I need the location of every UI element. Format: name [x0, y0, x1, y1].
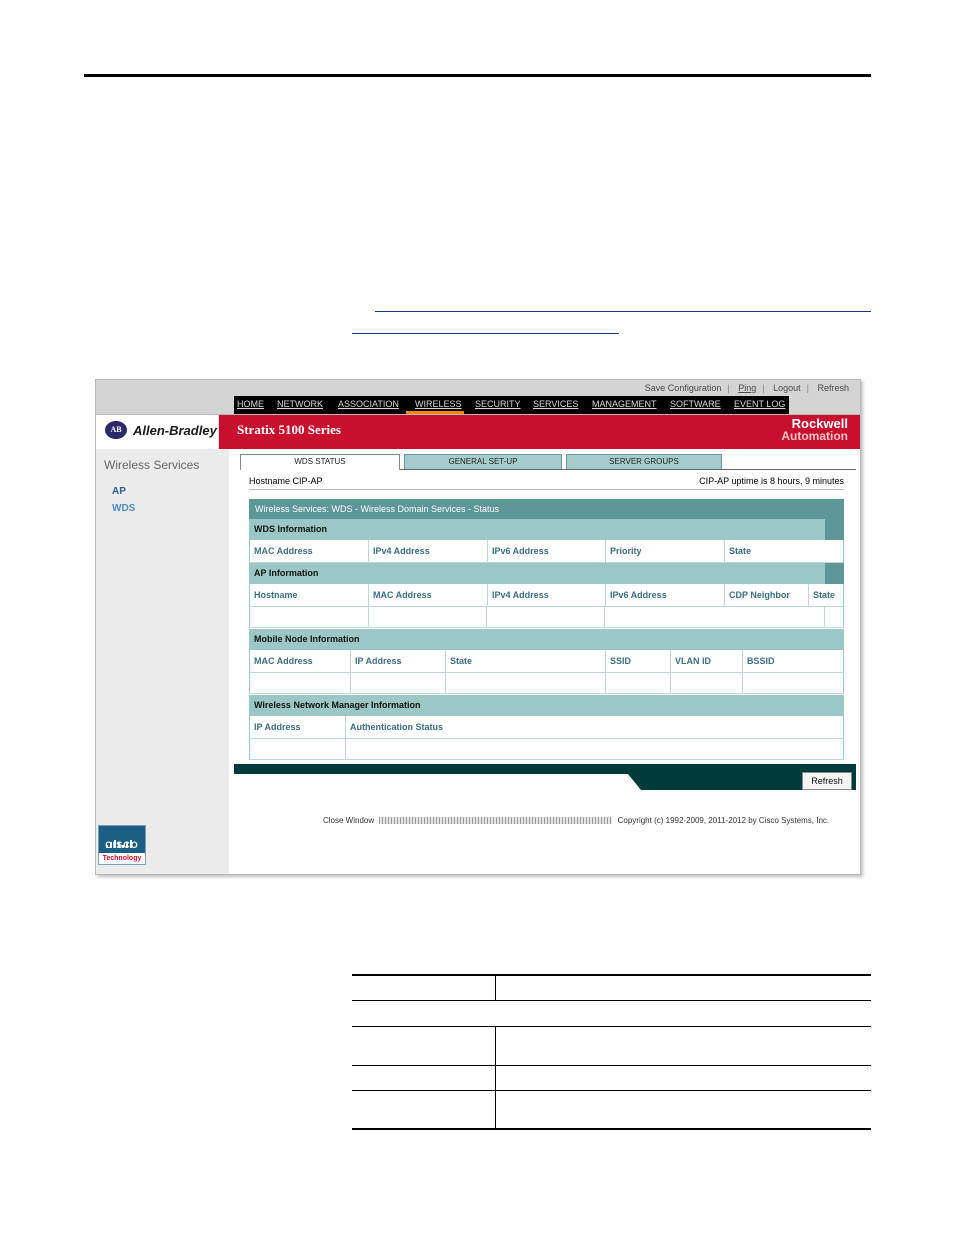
table-rule	[352, 1065, 871, 1066]
column-header[interactable]: CDP Neighbor	[725, 584, 809, 606]
table-rule	[352, 1090, 871, 1091]
column-header[interactable]: State	[729, 546, 752, 556]
tab-bar	[240, 454, 856, 470]
nav-security[interactable]: SECURITY	[475, 399, 521, 409]
table-cell	[446, 673, 606, 693]
hostname-label: Hostname CIP-AP	[249, 476, 323, 486]
refresh-link[interactable]: Refresh	[817, 383, 849, 393]
wds-table-header	[249, 540, 844, 563]
save-configuration-link[interactable]: Save Configuration	[644, 383, 722, 393]
column-header[interactable]: MAC Address	[250, 650, 351, 672]
rockwell-text: Rockwell	[791, 416, 848, 431]
column-header[interactable]: MAC Address	[369, 584, 488, 606]
table-cell	[369, 607, 488, 627]
column-header[interactable]: Priority	[606, 540, 725, 562]
section-title: AP Information	[254, 568, 319, 578]
hostname-row	[249, 475, 844, 490]
tab-general-set-up[interactable]: GENERAL SET-UP	[404, 454, 562, 469]
table-cell	[250, 739, 346, 759]
ap-table-header	[249, 584, 844, 607]
cisco-name: CISCO	[105, 840, 139, 850]
panel-title: Wireless Services: WDS - Wireless Domain Services - Status	[249, 499, 844, 519]
logout-link[interactable]: Logout	[773, 383, 801, 393]
product-series-title: Stratix 5100 Series	[237, 422, 341, 437]
doc-link-underline[interactable]	[352, 333, 619, 334]
section-ap-information	[249, 563, 844, 584]
column-header[interactable]: Hostname	[250, 584, 369, 606]
brand-banner	[96, 415, 860, 449]
table-cell	[351, 673, 446, 693]
nav-network[interactable]: NETWORK	[277, 399, 323, 409]
section-wireless-network-manager	[249, 695, 844, 716]
wnm-table-header	[249, 716, 844, 739]
section-title: WDS Information	[254, 524, 327, 534]
refresh-button[interactable]: Refresh	[802, 772, 852, 790]
table-cell	[346, 739, 843, 759]
table-rule	[352, 1026, 871, 1027]
ap-table-row	[249, 607, 844, 628]
sidebar-item-ap[interactable]: AP	[112, 486, 126, 497]
cisco-logo	[98, 825, 146, 865]
close-window-link[interactable]: Close Window	[323, 816, 375, 825]
column-header[interactable]: Authentication Status	[350, 722, 444, 732]
wnm-table-row	[249, 739, 844, 760]
uptime-text: CIP-AP uptime is 8 hours, 9 minutes	[699, 476, 844, 486]
nav-association[interactable]: ASSOCIATION	[338, 399, 399, 409]
mobile-table-header	[249, 650, 844, 673]
allen-bradley-logo	[96, 415, 219, 449]
page-top-rule	[84, 74, 871, 77]
ping-link[interactable]: Ping	[738, 383, 757, 393]
rockwell-logo	[781, 418, 848, 442]
column-header[interactable]: IPv4 Address	[488, 584, 606, 606]
sidebar-title: Wireless Services	[104, 458, 200, 472]
cisco-technology: Technology	[99, 853, 145, 864]
table-divider	[495, 974, 496, 1001]
table-rule	[352, 974, 871, 976]
column-header[interactable]: State	[813, 590, 836, 600]
table-cell	[743, 673, 843, 693]
table-divider	[495, 1026, 496, 1129]
nav-software[interactable]: SOFTWARE	[670, 399, 721, 409]
tab-wds-status[interactable]: WDS STATUS	[240, 454, 400, 470]
automation-text: Automation	[781, 429, 848, 443]
nav-home[interactable]: HOME	[237, 399, 264, 409]
column-header[interactable]: State	[446, 650, 606, 672]
scrollbar[interactable]	[825, 519, 844, 540]
nav-wireless[interactable]: WIRELESS	[415, 399, 462, 409]
section-title: Wireless Network Manager Information	[254, 700, 421, 710]
column-header[interactable]: IPv4 Address	[369, 540, 488, 562]
table-cell	[606, 673, 671, 693]
table-cell	[605, 607, 825, 627]
nav-services[interactable]: SERVICES	[533, 399, 579, 409]
stratix-web-screenshot	[95, 379, 861, 875]
top-bar	[96, 380, 860, 415]
table-cell	[250, 673, 351, 693]
copyright-text: Copyright (c) 1992-2009, 2011-2012 by Cisco Systems, Inc.	[617, 816, 830, 825]
mobile-table-row	[249, 673, 844, 694]
column-header[interactable]: IPv6 Address	[606, 584, 725, 606]
table-rule	[352, 1128, 871, 1130]
sidebar-item-wds[interactable]: WDS	[112, 503, 136, 514]
nav-event-log[interactable]: EVENT LOG	[734, 399, 786, 409]
column-header[interactable]: BSSID	[747, 656, 775, 666]
divider-stripes	[379, 817, 612, 824]
close-window-row	[323, 816, 829, 825]
doc-link-underline[interactable]	[375, 311, 871, 312]
table-rule	[352, 1000, 871, 1001]
active-nav-indicator	[406, 411, 464, 414]
column-header[interactable]: IP Address	[250, 716, 346, 738]
wds-status-panel	[249, 499, 844, 760]
table-cell	[250, 607, 369, 627]
section-wds-information	[249, 519, 844, 540]
sidebar	[96, 449, 229, 874]
table-cell	[671, 673, 743, 693]
utility-links: Save Configuration | Ping | Logout | Refresh	[644, 383, 849, 393]
ab-mark-icon: AB	[105, 421, 127, 439]
main-nav	[234, 396, 789, 414]
scrollbar[interactable]	[825, 563, 844, 584]
column-header[interactable]: MAC Address	[250, 540, 369, 562]
nav-management[interactable]: MANAGEMENT	[592, 399, 657, 409]
section-mobile-node-information	[249, 629, 844, 650]
column-header[interactable]: SSID	[606, 650, 671, 672]
column-header[interactable]: IP Address	[351, 650, 446, 672]
ab-logo-text: Allen-Bradley	[133, 423, 217, 438]
tab-server-groups[interactable]: SERVER GROUPS	[566, 454, 722, 469]
column-header[interactable]: IPv6 Address	[488, 540, 606, 562]
column-header[interactable]: VLAN ID	[671, 650, 743, 672]
section-title: Mobile Node Information	[254, 634, 360, 644]
table-cell	[825, 607, 843, 627]
table-cell	[487, 607, 605, 627]
